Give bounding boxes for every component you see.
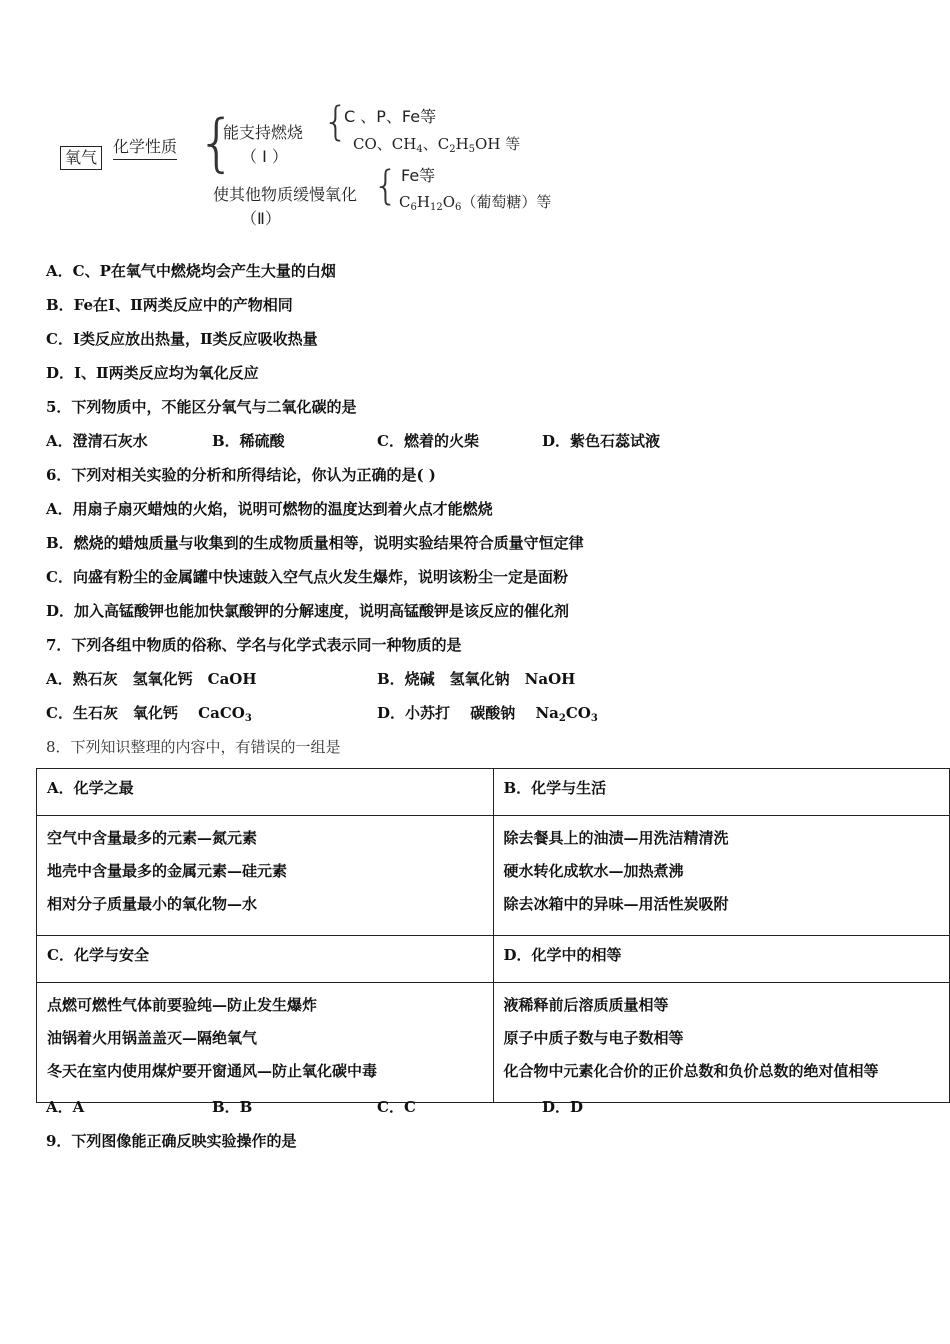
- q6-option-b[interactable]: B．燃烧的蜡烛质量与收集到的生成物质量相等，说明实验结果符合质量守恒定律: [46, 534, 584, 552]
- oxygen-properties-diagram: [55, 100, 575, 230]
- diagram-node2-item: $C_6H_{12}O_6$（葡萄糖）等: [399, 193, 552, 213]
- q7-option-b[interactable]: B．烧碱 氢氧化钠 NaOH: [377, 670, 576, 688]
- q8-option-a[interactable]: A．A: [46, 1098, 85, 1116]
- q7-option-d[interactable]: D．小苏打 碳酸钠 $Na_2CO_3$: [377, 704, 598, 724]
- table-cell-c-title: C．化学与安全: [37, 936, 494, 983]
- q4-option-b[interactable]: B．Fe在I、Ⅱ两类反应中的产物相同: [46, 296, 293, 314]
- table-cell-b-title: B．化学与生活: [493, 769, 950, 816]
- table-line: 化合物中元素化合价的正价总数和负价总数的绝对值相等: [503, 1062, 879, 1080]
- table-cell-d-title: D．化学中的相等: [493, 936, 950, 983]
- table-cell-b-body: [493, 816, 950, 936]
- table-line: 除去冰箱中的异味—用活性炭吸附: [503, 895, 729, 913]
- diagram-node1-item: C 、P、Fe等: [344, 107, 437, 126]
- diagram-node2: 使其他物质缓慢氧化: [213, 185, 358, 204]
- q4-option-c[interactable]: C．I类反应放出热量，Ⅱ类反应吸收热量: [46, 330, 318, 348]
- q4-option-a[interactable]: A．C、P在氧气中燃烧均会产生大量的白烟: [46, 262, 336, 280]
- brace-node2-icon: {: [373, 163, 399, 209]
- diagram-node1-item: CO、$CH_4$、$C_2H_5OH$ 等: [353, 135, 521, 155]
- q5-stem: 5．下列物质中，不能区分氧气与二氧化碳的是: [46, 398, 357, 416]
- diagram-root: 氧气: [60, 146, 102, 170]
- q5-option-b[interactable]: B．稀硫酸: [212, 432, 285, 450]
- table-cell-a-title: A．化学之最: [37, 769, 494, 816]
- table-cell-c-body: [37, 983, 494, 1103]
- q9-stem: 9．下列图像能正确反映实验操作的是: [46, 1132, 297, 1150]
- table-cell-d-body: [493, 983, 950, 1103]
- q7-stem: 7．下列各组中物质的俗称、学名与化学式表示同一种物质的是: [46, 636, 462, 654]
- table-line: 冬天在室内使用煤炉要开窗通风—防止氧化碳中毒: [47, 1062, 378, 1080]
- q8-option-d[interactable]: D．D: [542, 1098, 584, 1116]
- q8-knowledge-table: [36, 768, 950, 1103]
- q5-option-c[interactable]: C．燃着的火柴: [377, 432, 479, 450]
- brace-left-icon: {: [197, 106, 237, 179]
- q4-option-d[interactable]: D．I、Ⅱ两类反应均为氧化反应: [46, 364, 259, 382]
- q5-option-a[interactable]: A．澄清石灰水: [46, 432, 148, 450]
- table-line: 除去餐具上的油渍—用洗洁精清洗: [503, 829, 729, 847]
- table-cell-a-body: [37, 816, 494, 936]
- table-line: 点燃可燃性气体前要验纯—防止发生爆炸: [47, 996, 318, 1014]
- q8-option-b[interactable]: B．B: [212, 1098, 253, 1116]
- diagram-node1: 能支持燃烧: [223, 123, 304, 142]
- table-line: 液稀释前后溶质质量相等: [503, 996, 669, 1014]
- table-line: 油锅着火用锅盖盖灭—隔绝氧气: [47, 1029, 258, 1047]
- q5-option-d[interactable]: D．紫色石蕊试液: [542, 432, 661, 450]
- q7-option-a[interactable]: A．熟石灰 氢氧化钙 CaOH: [46, 670, 257, 688]
- brace-node1-icon: {: [323, 99, 349, 145]
- q6-option-a[interactable]: A．用扇子扇灭蜡烛的火焰，说明可燃物的温度达到着火点才能燃烧: [46, 500, 493, 518]
- table-line: 硬水转化成软水—加热煮沸: [503, 862, 684, 880]
- diagram-branch: 化学性质: [113, 134, 177, 160]
- table-line: 地壳中含量最多的金属元素—硅元素: [47, 862, 288, 880]
- diagram-node2-tag: （Ⅱ）: [241, 209, 281, 228]
- q7-option-c[interactable]: C．生石灰 氧化钙 CaCO$_3$: [46, 704, 252, 724]
- table-line: 空气中含量最多的元素—氮元素: [47, 829, 258, 847]
- table-line: 原子中质子数与电子数相等: [503, 1029, 684, 1047]
- q8-option-c[interactable]: C．C: [377, 1098, 416, 1116]
- q6-option-c[interactable]: C．向盛有粉尘的金属罐中快速鼓入空气点火发生爆炸，说明该粉尘一定是面粉: [46, 568, 568, 586]
- q6-stem: 6．下列对相关实验的分析和所得结论，你认为正确的是( ): [46, 466, 436, 484]
- q8-stem: 8．下列知识整理的内容中，有错误的一组是: [46, 738, 341, 756]
- table-line: 相对分子质量最小的氧化物—水: [47, 895, 258, 913]
- q6-option-d[interactable]: D．加入高锰酸钾也能加快氯酸钾的分解速度，说明高锰酸钾是该反应的催化剂: [46, 602, 570, 620]
- diagram-node1-tag: （ I ）: [241, 147, 288, 166]
- diagram-node2-item: Fe等: [401, 166, 436, 185]
